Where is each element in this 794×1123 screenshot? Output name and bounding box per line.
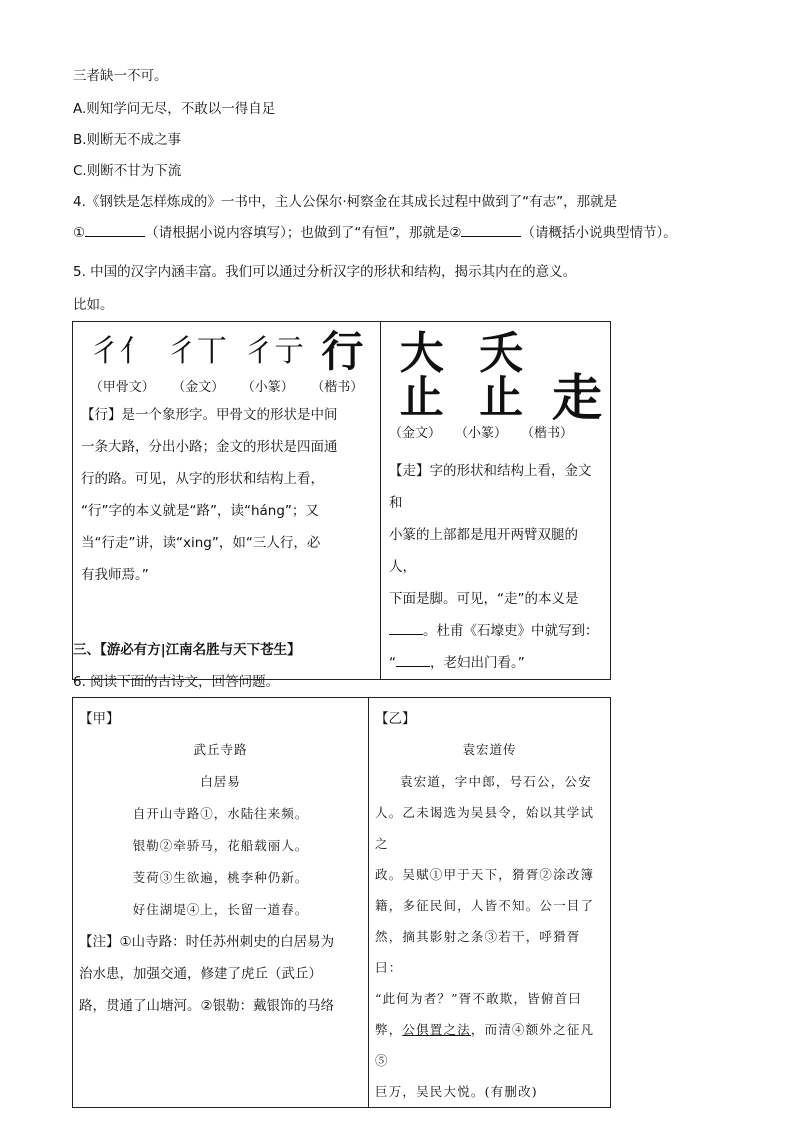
yi-line-text: ，而清④额外之征凡⑤ [375,1022,595,1068]
q4-blank-1-hint: （请根据小说内容填写）；也做到了“有恒”，那就是② [145,225,462,241]
xing-bronze-glyph: ⼻丅 [166,334,227,369]
xing-glyph-row [81,327,372,376]
xing-line: “行”字的本义就是“路”，读“háng”；又 [81,503,319,519]
q4-blank-2-hint: （请概括小说典型情节）。 [521,225,677,241]
yi-line: 然，摘其影射之条③若干，呼猾胥曰： [375,929,581,975]
jia-poem-line: 银勒②牵骄马，花船载丽人。 [132,838,309,853]
question-4-stem: 4.《钢铁是怎样炼成的》一书中，主人公保尔·柯察金在其成长过程中做到了“有志”，那就是 [73,194,618,210]
xing-glyph-labels [81,376,372,395]
label-regular: （楷书） [521,426,574,441]
continued-text: 三者缺一不可。 [73,68,168,84]
zou-seal-glyph: 夭⽌ [479,328,524,423]
question-6-stem: 6. 阅读下面的古诗文，回答问题。 [73,674,280,690]
jia-note-line: 治水患，加强交通，修建了虎丘（武丘） [79,966,322,982]
jia-author: 白居易 [200,774,241,789]
jia-note [79,926,362,1022]
option-a: A.则知学问无尽，不敢以一得自足 [73,101,276,117]
yi-line: 袁宏道，字中郎，号石公，公安 [400,774,592,789]
jia-poem-line: 自开山寺路①，水陆往来频。 [132,806,309,821]
jia-note-line: 路，贯通了山塘河。②银勒：戴银饰的马络 [79,998,335,1014]
label-seal: （小篆） [241,380,294,395]
yi-line: 巨万，吴民大悦。(有删改) [375,1084,538,1099]
yi-cell [369,698,611,1108]
q4-blank-2[interactable] [461,236,521,237]
xing-line: 当“行走”讲，读“xing”，如“三人行，必 [81,535,321,551]
option-c: C.则断不甘为下流 [73,163,182,179]
xing-line: 有我师焉。” [81,567,149,583]
yi-line-text: 弊， [375,1022,403,1037]
xing-cell [73,322,381,680]
jia-title: 武丘寺路 [193,742,248,757]
label-seal: （小篆） [455,426,508,441]
hanzi-table [72,321,611,680]
question-4-blanks [73,223,677,243]
jia-note-line: 【注】①山寺路：时任苏州刺史的白居易为 [79,934,335,950]
jia-tag: 【甲】 [79,711,120,727]
xing-line: 【行】是一个象形字。甲骨文的形状是中间 [81,407,338,423]
jia-poem-line: 好住湖堤④上，长留一道春。 [132,902,309,917]
zou-line: 下面是脚。可见，“走”的本义是 [389,591,579,607]
zou-cell [381,322,611,680]
zou-line: 【走】字的形状和结构上看，金文和 [389,463,592,511]
label-regular: （楷书） [311,380,364,395]
xing-regular-glyph: 行 [321,327,364,376]
jia-cell [73,698,369,1108]
question-5-example-label: 比如。 [73,297,114,313]
xing-line: 一条大路，分出小路；金文的形状是四面通 [81,439,338,455]
poem-prose-table [72,697,611,1108]
zou-regular-glyph: 走 [552,368,602,427]
xing-seal-glyph: 彳亍 [244,334,305,369]
yi-line: 政。吴赋①甲于天下，猾胥②涂改簿 [375,867,595,882]
yi-line: 人。乙未谒选为吴县令，始以其学试之 [375,805,595,851]
zou-line: 小篆的上部都是甩开两臂双腿的人， [389,527,578,575]
section-3-heading: 三、【游必有方|江南名胜与天下苍生】 [73,642,301,658]
zou-glyph-labels [389,422,602,441]
yi-title: 袁宏道传 [462,742,517,757]
zou-line [389,647,602,679]
zou-open-quote: “ [389,655,396,671]
label-bronze: （金文） [172,380,225,395]
zou-blank-2[interactable] [396,666,430,667]
yi-tag: 【乙】 [375,711,416,727]
label-bronze: （金文） [389,426,442,441]
jia-poem-line: 芰荷③生欲遍，桃李种仍新。 [132,870,309,885]
xing-oracle-glyph: ⼻⺅ [89,334,150,369]
q4-blank-1[interactable] [85,236,145,237]
zou-bronze-glyph: ⼤⽌ [399,328,444,423]
yi-underlined-phrase: 公俱置之法 [402,1022,471,1037]
yi-text [375,766,604,1107]
option-b: B.则断无不成之事 [73,132,182,148]
zou-glyph-row [389,328,602,427]
yi-line [375,1014,604,1076]
label-oracle: （甲骨文） [89,380,155,395]
xing-line: 行的路。可见，从字的形状和结构上看， [81,471,324,487]
q4-blank-1-marker: ① [73,225,86,241]
zou-line-text: 。杜甫《石壕吏》中就写到： [423,623,599,639]
question-5-stem: 5. 中国的汉字内涵丰富。我们可以通过分析汉字的形状和结构，揭示其内在的意义。 [73,264,577,280]
zou-line [389,615,602,647]
zou-line-text: ，老妇出门看。” [430,655,525,671]
yi-line: 籍，多征民间，人皆不知。公一目了 [375,898,595,913]
xing-explanation [81,399,372,591]
yi-line: “此何为者？”胥不敢欺，皆俯首曰 [375,991,582,1006]
zou-blank-1[interactable] [389,634,423,635]
zou-explanation [389,455,602,679]
